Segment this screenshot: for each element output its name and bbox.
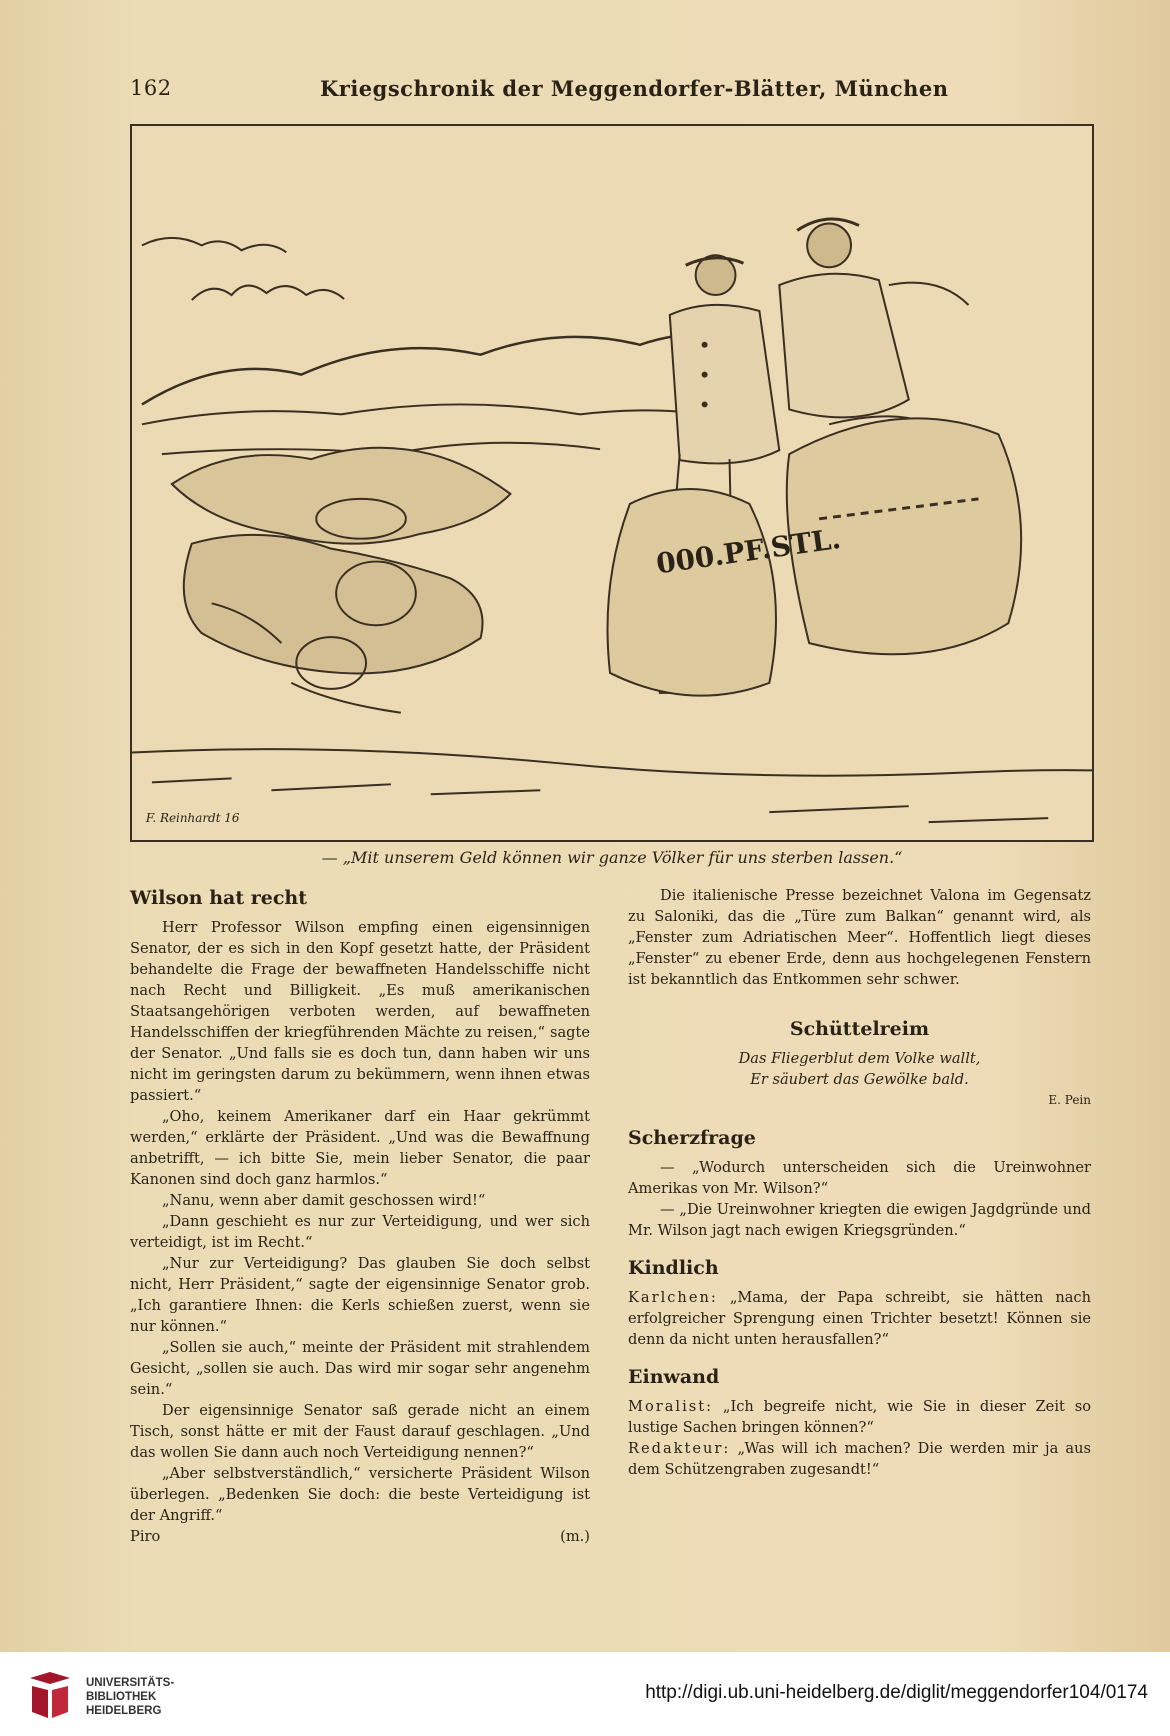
digitization-footer (0, 1652, 1170, 1736)
paragraph-valona: Die italienische Presse bezeichnet Valona im Gegensatz zu Saloniki, das die „Türe zum Balkan“ genannt wird, als „Fenster zum Adriatischen Meer“. Hoffentlich liegt dieses „Fenster“ zu ebener Erde, denn aus hochgelegenen Fenstern ist bekanntlich das Entkommen sehr schwer. (628, 887, 1091, 988)
article-title-schuettelreim: Schüttelreim (789, 1018, 930, 1040)
source-url-link[interactable]: http://digi.ub.uni-heidelberg.de/diglit/meggendorfer104/0174 (645, 1682, 1148, 1703)
paragraph: „Nur zur Verteidigung? Das glauben Sie doch selbst nicht, Herr Präsident,“ sagte der eigensinnige Senator grob. „Ich garantiere Ihnen: die Kerls schießen zuerst, wenn sie nur können.“ (130, 1255, 590, 1335)
dialogue-text: „Ich begreife nicht, wie Sie in dieser Zeit so lustige Sachen bringen können?“ (628, 1398, 1091, 1436)
section-scherzfrage (628, 1125, 1091, 1241)
verse-line: Das Fliegerblut dem Volke wallt, (738, 1050, 981, 1067)
speaker: Redakteur: (628, 1440, 731, 1457)
speaker: Karlchen: (628, 1289, 718, 1306)
library-name (86, 1676, 174, 1718)
library-name-line: UNIVERSITÄTS- (86, 1677, 175, 1689)
illustration-caption: — „Mit unserem Geld können wir ganze Völker für uns sterben lassen.“ (321, 848, 903, 867)
speaker: Moralist: (628, 1398, 714, 1415)
page-number: 162 (130, 76, 172, 100)
paragraph: Herr Professor Wilson empfing einen eigensinnigen Senator, der es sich in den Kopf gesetzt hatte, der Präsident behandelte die Frage der bewaffneten Handelsschiffe nicht nach Recht und Billigkeit. „Es muß amerikanischen Staatsangehörigen verboten werden, auf bewaffneten Handelsschiffen der kriegführenden Mächte zu reisen,“ sagte der Senator. „Und falls sie es doch tun, dann haben wir uns nicht im geringsten darum zu bekümmern, wenn ihnen etwas passiert.“ (130, 919, 590, 1104)
library-logo-icon (26, 1670, 74, 1720)
article-title-kindlich: Kindlich (628, 1257, 719, 1279)
author: E. Pein (1048, 1093, 1091, 1107)
article-title-scherzfrage: Scherzfrage (628, 1127, 756, 1149)
paragraph: „Sollen sie auch,“ meinte der Präsident mit strahlendem Gesicht, „sollen sie auch. Das wird mir sogar sehr angenehm sein.“ (130, 1339, 590, 1398)
source: (m.) (560, 1528, 590, 1545)
dialogue-text: „Was will ich machen? Die werden mir ja aus dem Schützengraben zugesandt!“ (628, 1440, 1091, 1478)
dialogue (628, 1438, 1091, 1480)
paragraph: „Oho, keinem Amerikaner darf ein Haar gekrümmt werden,“ erklärte der Präsident. „Und was die Bewaffnung anbetrifft, — ich bitte Sie, mein lieber Senator, die paar Kanonen sind doch ganz harmlos.“ (130, 1108, 590, 1188)
bag-label: 000.PF.STL. (654, 521, 843, 581)
dialogue-text: „Mama, der Papa schreibt, sie hätten nach erfolgreicher Sprengung einen Trichter besetzt! Können sie denn da nicht unten herausfallen?“ (628, 1289, 1091, 1348)
artist-signature: F. Reinhardt 16 (145, 811, 240, 826)
cartoon-illustration (130, 124, 1094, 842)
section-kindlich (628, 1255, 1091, 1350)
dialogue (628, 1287, 1091, 1350)
cartoon-drawing (132, 126, 1092, 840)
running-title: Kriegschronik der Meggendorfer-Blätter, München (320, 76, 949, 101)
paragraph: „Aber selbstverständlich,“ versicherte Präsident Wilson überlegen. „Bedenken Sie doch: die beste Verteidigung ist der Angriff.“ (130, 1465, 590, 1524)
verse-line: Er säubert das Gewölke bald. (750, 1071, 969, 1088)
section-einwand (628, 1364, 1091, 1480)
article-title-einwand: Einwand (628, 1366, 720, 1388)
left-column (130, 885, 590, 1547)
article-title-wilson: Wilson hat recht (130, 887, 308, 909)
author: Piro (130, 1528, 161, 1545)
paragraph: „Dann geschieht es nur zur Verteidigung, und wer sich verteidigt, ist im Recht.“ (130, 1213, 590, 1251)
paragraph: — „Wodurch unterscheiden sich die Ureinwohner Amerikas von Mr. Wilson?“ (628, 1159, 1091, 1197)
right-column (628, 885, 1091, 1480)
paragraph: Der eigensinnige Senator saß gerade nicht an einem Tisch, sonst hätte er mit der Faust darauf geschlagen. „Und das wollen Sie dann auch noch Verteidigung nennen?“ (130, 1402, 590, 1461)
library-name-line: BIBLIOTHEK (86, 1691, 157, 1703)
article-signoff (130, 1526, 590, 1547)
dialogue (628, 1396, 1091, 1438)
paragraph: — „Die Ureinwohner kriegten die ewigen Jagdgründe und Mr. Wilson jagt nach ewigen Kriegsgründen.“ (628, 1201, 1091, 1239)
paragraph: „Nanu, wenn aber damit geschossen wird!“ (162, 1192, 486, 1209)
library-name-line: HEIDELBERG (86, 1705, 162, 1717)
